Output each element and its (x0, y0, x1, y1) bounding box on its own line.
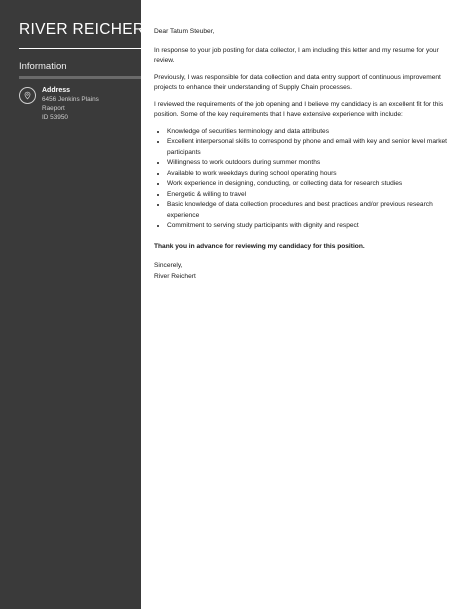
list-item: • Excellent interpersonal skills to correspond by phone and email with key and senior level market participants (167, 137, 460, 158)
requirements-list (154, 127, 460, 232)
candidate-name: RIVER REICHERT (19, 21, 154, 38)
list-item: • Energetic & willing to travel (167, 190, 460, 201)
name-divider (19, 48, 141, 49)
paragraph-experience: Previously, I was responsible for data collection and data entry support of continuous improvement projects to enhance their understanding of Supply Chain processes. (154, 73, 441, 91)
address-label: Address (42, 87, 71, 94)
paragraph-requirements: I reviewed the requirements of the job opening and I believe my candidacy is an excellent fit for this position. Some of the key requirements that I have extensive experience with include: (154, 100, 444, 118)
list-item: • Available to work weekdays during school operating hours (167, 169, 460, 180)
location-pin-icon (19, 87, 36, 104)
list-item: • Knowledge of securities terminology and data attributes (167, 127, 460, 138)
list-item: • Basic knowledge of data collection procedures and best practices and/or previous research experience (167, 200, 460, 221)
paragraph-intro: In response to your job posting for data collector, I am including this letter and my resume for your review. (154, 46, 439, 64)
list-item: • Commitment to serving study participants with dignity and respect (167, 221, 460, 232)
information-divider (19, 76, 141, 79)
address-text (42, 86, 99, 122)
information-heading: Information (19, 61, 67, 72)
signoff: Sincerely, (154, 262, 183, 269)
address-line-street: 6456 Jenkins Plains (42, 96, 99, 103)
list-item: • Work experience in designing, conducting, or collecting data for research studies (167, 179, 460, 190)
salutation: Dear Tatum Steuber, (154, 28, 215, 35)
sidebar (0, 0, 154, 609)
address-block (19, 86, 141, 122)
signature-name: River Reichert (154, 272, 196, 280)
list-item: • Willingness to work outdoors during summer months (167, 158, 460, 169)
address-line-state: ID 53950 (42, 114, 68, 121)
address-line-city: Raeport (42, 105, 65, 112)
letter-body (141, 0, 474, 609)
closing-line: Thank you in advance for reviewing my candidacy for this position. (154, 242, 365, 250)
